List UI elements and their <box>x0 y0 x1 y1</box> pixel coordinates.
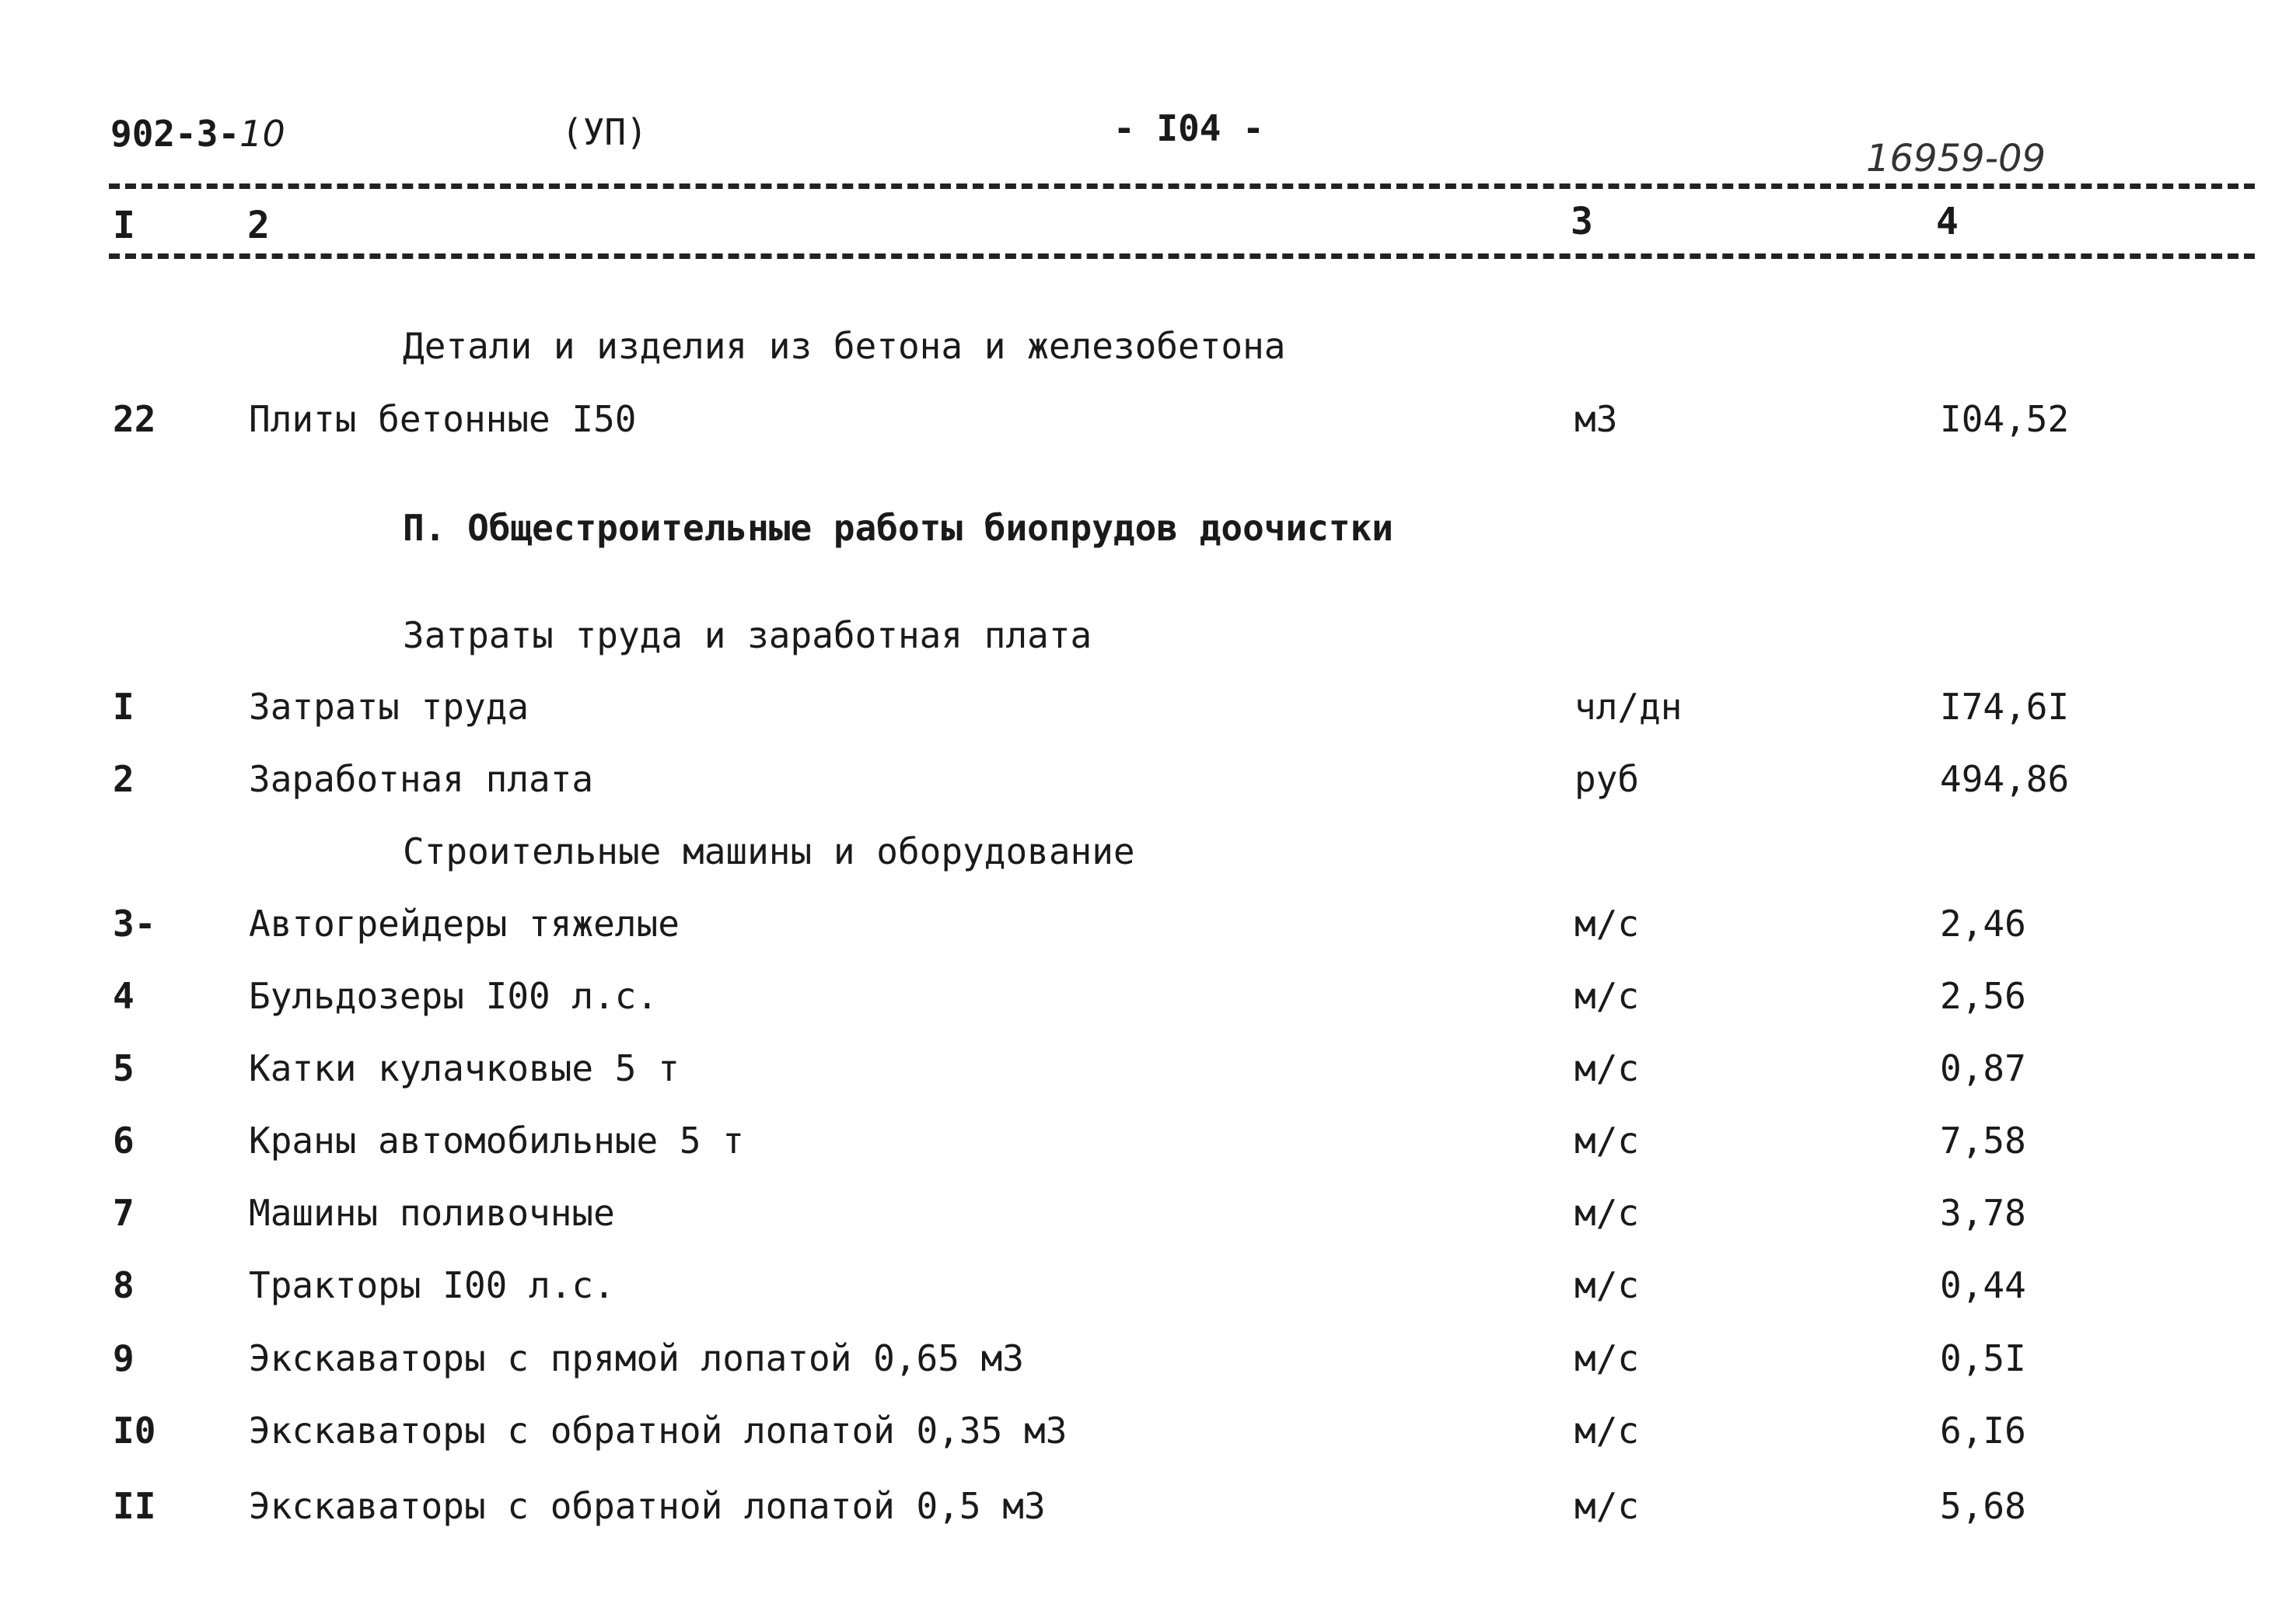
row-number: 2 <box>113 758 135 800</box>
row-number: I <box>113 686 135 728</box>
row-unit: м/с <box>1574 1264 1640 1306</box>
row-name: Краны автомобильные 5 т <box>249 1120 744 1162</box>
row-number: 9 <box>113 1337 135 1379</box>
row-name: Заработная плата <box>249 758 594 800</box>
row-unit: м/с <box>1574 903 1640 945</box>
table-row <box>0 1192 2296 1239</box>
table-row <box>0 758 2296 805</box>
table-row <box>0 686 2296 732</box>
page-number: - I04 - <box>1113 107 1264 149</box>
row-name: Экскаваторы с обратной лопатой 0,5 м3 <box>249 1485 1046 1527</box>
row-unit: м/с <box>1574 1192 1640 1234</box>
table-row <box>0 903 2296 949</box>
row-name: Автогрейдеры тяжелые <box>249 903 680 945</box>
document-code-prefix: 902-3- <box>110 113 240 155</box>
row-name: Экскаваторы с прямой лопатой 0,65 м3 <box>249 1337 1024 1379</box>
row-unit: м/с <box>1574 1485 1640 1527</box>
section-title: П. Общестроительные работы биопрудов доочистки <box>403 507 1393 549</box>
row-unit: м/с <box>1574 1047 1640 1089</box>
document-code <box>110 113 285 155</box>
row-value: 6,I6 <box>1940 1410 2026 1452</box>
row-value: 494,86 <box>1940 758 2070 800</box>
row-name: Экскаваторы с обратной лопатой 0,35 м3 <box>249 1410 1068 1452</box>
table-row <box>0 1485 2296 1532</box>
section-title: Затраты труда и заработная плата <box>403 614 1092 656</box>
table-row <box>0 398 2296 445</box>
row-value: I74,6I <box>1940 686 2070 728</box>
row-value: 5,68 <box>1940 1485 2026 1527</box>
row-number: 3- <box>113 903 156 945</box>
table-row <box>0 1410 2296 1456</box>
row-value: 2,56 <box>1940 975 2026 1017</box>
row-number: I0 <box>113 1410 156 1452</box>
row-value: 3,78 <box>1940 1192 2026 1234</box>
row-unit: чл/дн <box>1574 686 1683 728</box>
row-value: 0,87 <box>1940 1047 2026 1089</box>
row-number: 22 <box>113 398 156 440</box>
row-value: I04,52 <box>1940 398 2070 440</box>
table-row <box>0 1047 2296 1094</box>
row-number: 6 <box>113 1120 135 1162</box>
row-unit: м/с <box>1574 1410 1640 1452</box>
handwritten-number: 16959-09 <box>1866 137 2046 180</box>
section-title: Детали и изделия из бетона и железобетона <box>403 325 1286 367</box>
row-unit: м3 <box>1574 398 1618 440</box>
table-row <box>0 1264 2296 1311</box>
row-number: 8 <box>113 1264 135 1306</box>
table-row <box>0 1337 2296 1384</box>
document-code-suffix: 10 <box>239 113 285 155</box>
row-name: Плиты бетонные I50 <box>249 398 637 440</box>
row-number: 7 <box>113 1192 135 1234</box>
table-row <box>0 1120 2296 1166</box>
row-name: Затраты труда <box>249 686 529 728</box>
row-number: II <box>113 1485 156 1527</box>
column-number-3: 3 <box>1571 200 1593 243</box>
row-name: Катки кулачковые 5 т <box>249 1047 680 1089</box>
row-number: 5 <box>113 1047 135 1089</box>
row-name: Машины поливочные <box>249 1192 615 1234</box>
header-top-divider <box>109 183 2255 189</box>
row-unit: м/с <box>1574 975 1640 1017</box>
row-name: Бульдозеры I00 л.с. <box>249 975 659 1017</box>
row-value: 7,58 <box>1940 1120 2026 1162</box>
section-title: Строительные машины и оборудование <box>403 830 1135 872</box>
column-number-4: 4 <box>1936 200 1959 243</box>
row-value: 0,44 <box>1940 1264 2026 1306</box>
header-bottom-divider <box>109 253 2255 259</box>
document-tag: (УП) <box>561 111 648 153</box>
row-value: 2,46 <box>1940 903 2026 945</box>
row-unit: м/с <box>1574 1337 1640 1379</box>
row-unit: м/с <box>1574 1120 1640 1162</box>
row-number: 4 <box>113 975 135 1017</box>
row-value: 0,5I <box>1940 1337 2026 1379</box>
row-name: Тракторы I00 л.с. <box>249 1264 615 1306</box>
column-number-1: I <box>113 204 135 247</box>
column-number-2: 2 <box>247 204 270 247</box>
table-row <box>0 975 2296 1022</box>
row-unit: руб <box>1574 758 1640 800</box>
